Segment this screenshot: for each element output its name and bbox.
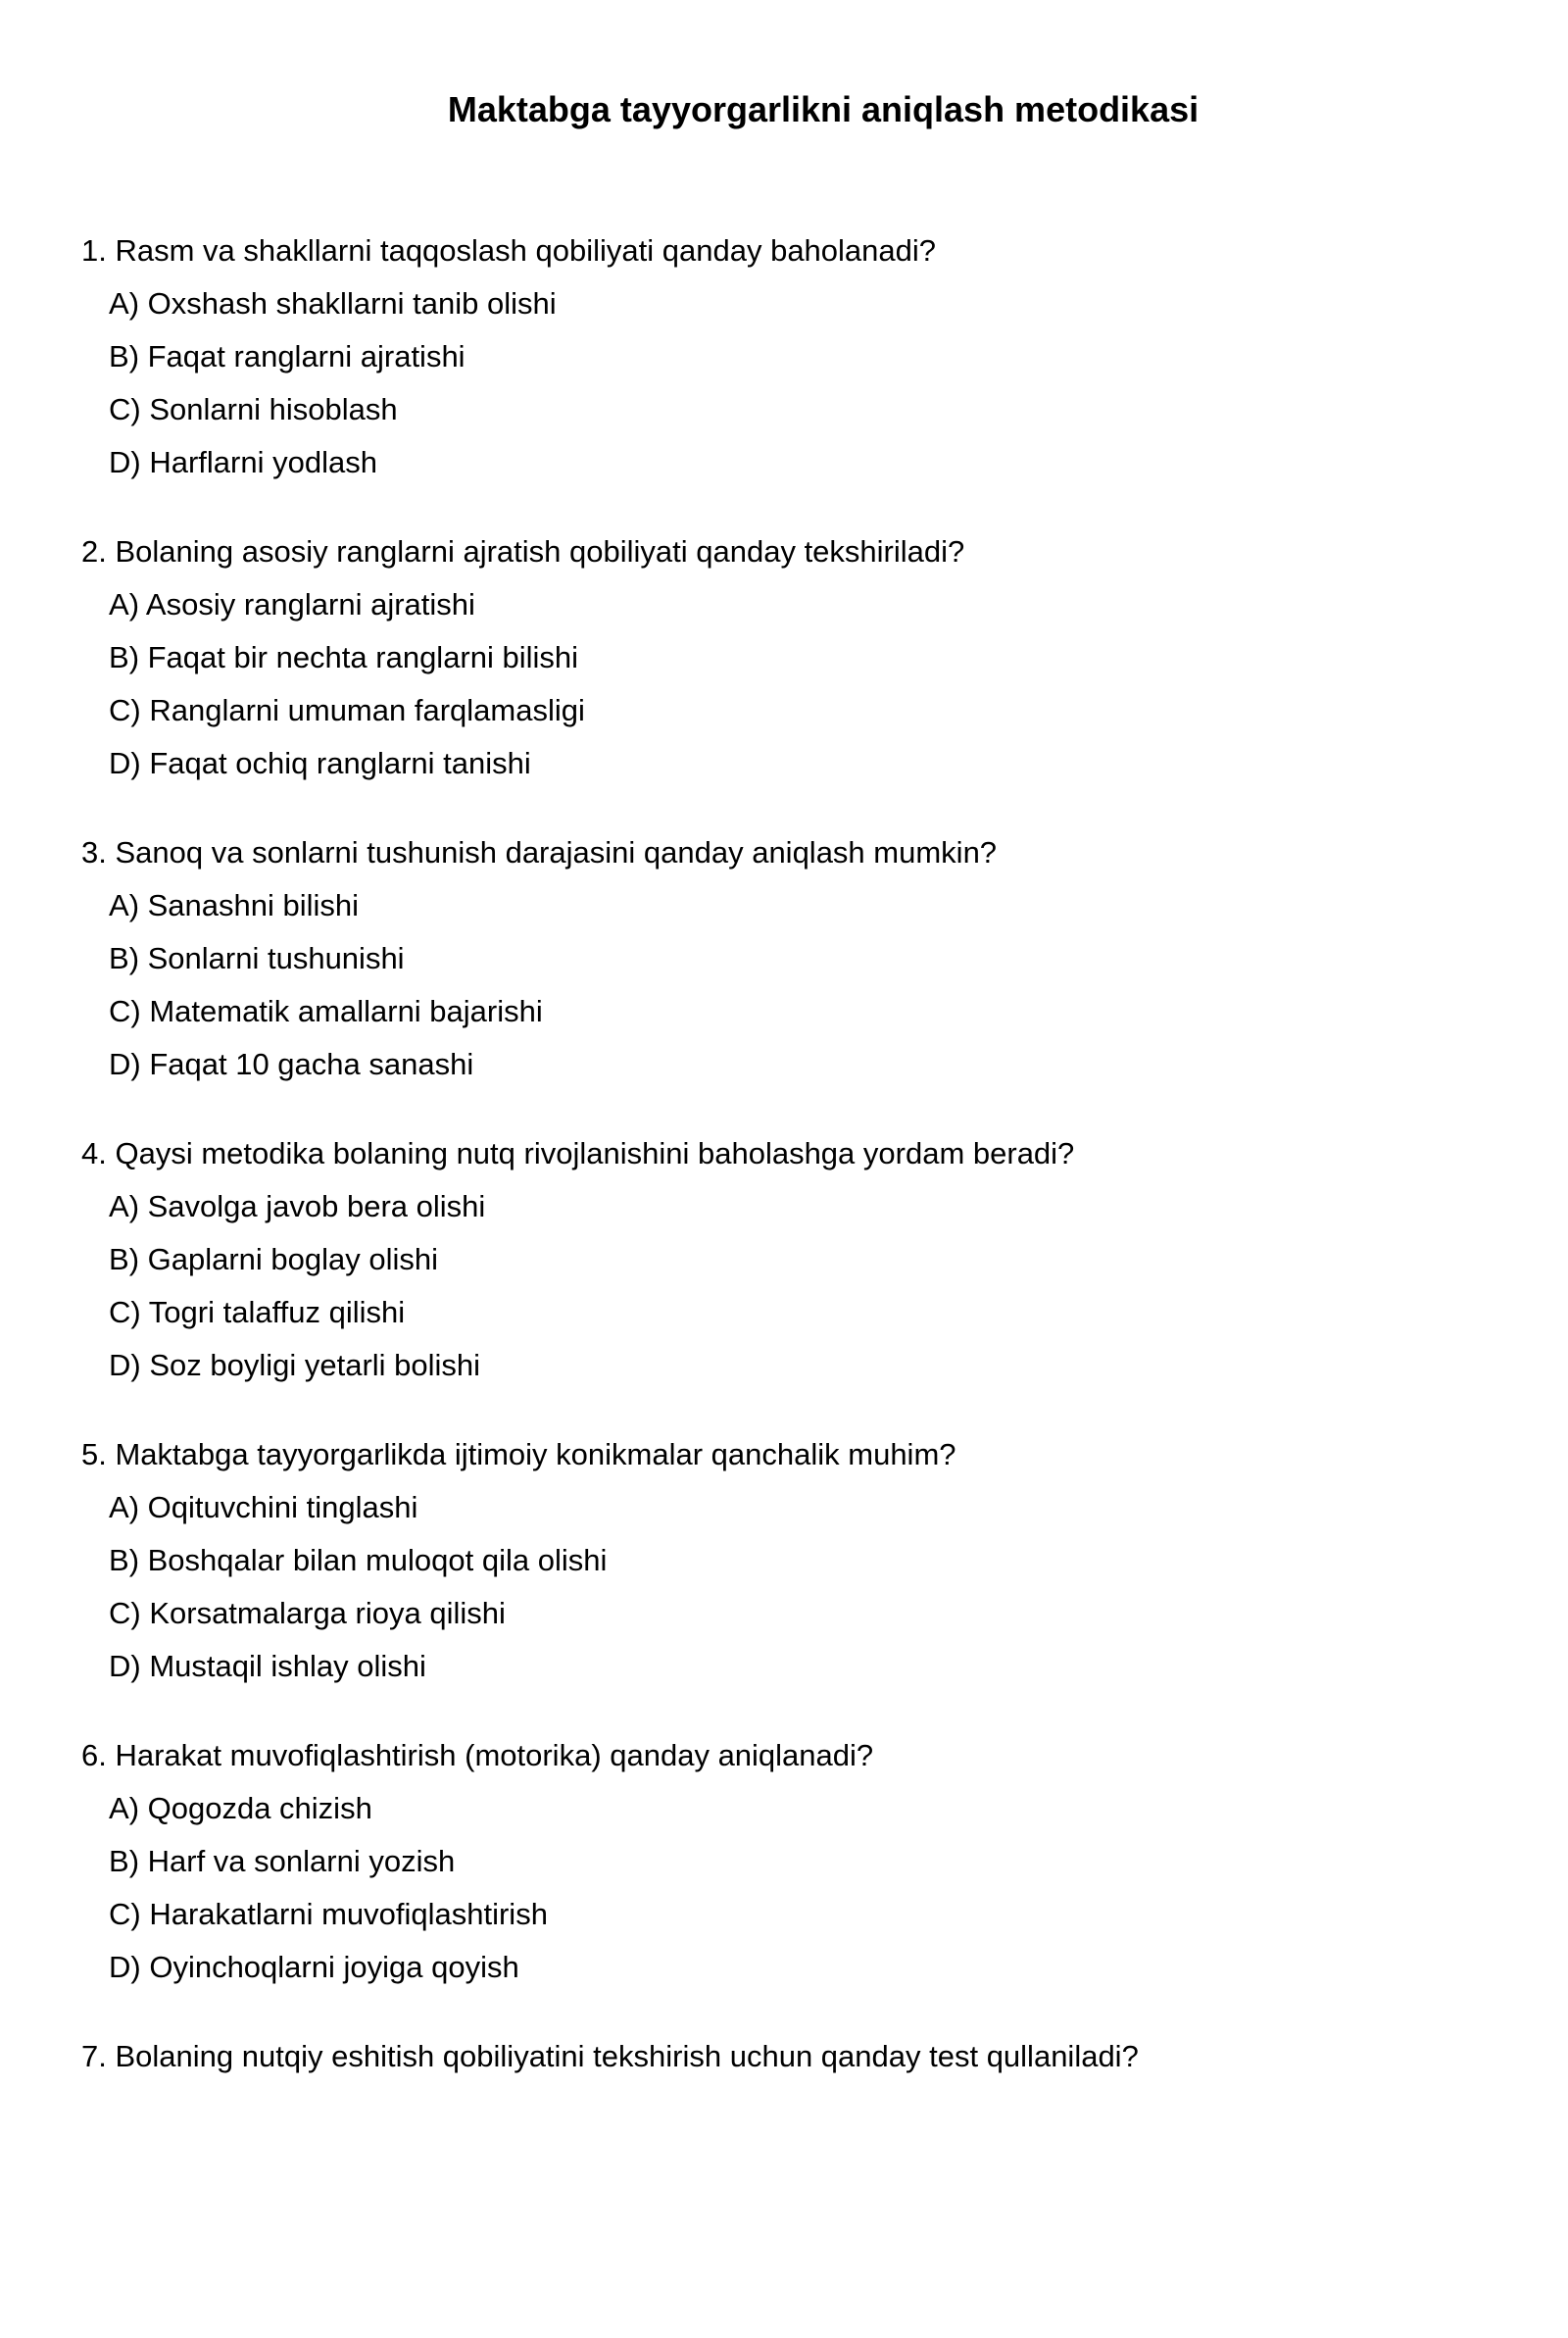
question-2	[81, 532, 1532, 833]
answer-option-b	[81, 1541, 1532, 1580]
option-text: Harflarni yodlash	[149, 445, 377, 479]
option-text: Faqat bir nechta ranglarni bilishi	[147, 640, 579, 674]
question-list	[81, 231, 1532, 2338]
option-letter: B )	[109, 941, 148, 975]
option-text: Faqat ochiq ranglarni tanishi	[149, 746, 531, 780]
question-4	[81, 1134, 1532, 1435]
answer-option-b	[81, 1842, 1532, 1881]
document-title: Maktabga tayyorgarlikni aniqlash metodikasi	[447, 89, 1200, 129]
question-text	[81, 231, 1532, 271]
option-letter: D )	[109, 1950, 149, 1984]
answer-option-d	[81, 744, 1532, 783]
answer-option-d	[81, 1647, 1532, 1686]
option-letter: A )	[109, 587, 146, 622]
question-text	[81, 1435, 1532, 1474]
question-number: 3 .	[81, 835, 115, 870]
option-letter: A )	[109, 1189, 148, 1223]
option-text: Togri talaffuz qilishi	[148, 1295, 406, 1329]
option-text: Faqat 10 gacha sanashi	[149, 1047, 474, 1081]
option-letter: D )	[109, 1348, 149, 1382]
answer-option-d	[81, 443, 1532, 482]
answer-option-d	[81, 1045, 1532, 1084]
answer-option-c	[81, 1594, 1532, 1633]
answer-option-a	[81, 886, 1532, 925]
option-text: Soz boyligi yetarli bolishi	[149, 1348, 481, 1382]
question-1	[81, 231, 1532, 532]
answer-option-a	[81, 1789, 1532, 1828]
option-text: Harakatlarni muvofiqlashtirish	[149, 1897, 548, 1931]
question-text	[81, 833, 1532, 872]
question-3	[81, 833, 1532, 1134]
question-prompt: Qaysi metodika bolaning nutq rivojlanishini baholashga yordam beradi?	[115, 1136, 1075, 1170]
option-text: Oyinchoqlarni joyiga qoyish	[149, 1950, 519, 1984]
option-letter: C )	[109, 994, 149, 1028]
answer-option-c	[81, 992, 1532, 1031]
question-text	[81, 532, 1532, 572]
answer-option-b	[81, 337, 1532, 376]
option-text: Sonlarni hisoblash	[149, 392, 398, 426]
answer-option-a	[81, 1488, 1532, 1527]
option-letter: A )	[109, 1490, 148, 1524]
option-text: Savolga javob bera olishi	[147, 1189, 486, 1223]
answer-option-c	[81, 1293, 1532, 1332]
answer-option-d	[81, 1346, 1532, 1385]
option-letter: A )	[109, 1791, 148, 1825]
option-text: Matematik amallarni bajarishi	[149, 994, 543, 1028]
option-letter: B )	[109, 1543, 148, 1577]
option-letter: B )	[109, 640, 148, 674]
option-letter: B )	[109, 1844, 148, 1878]
option-letter: C )	[109, 1897, 149, 1931]
question-text	[81, 2037, 1532, 2076]
option-letter: A )	[109, 888, 148, 922]
answer-option-a	[81, 585, 1532, 624]
option-letter: A )	[109, 286, 148, 321]
answer-option-a	[81, 284, 1532, 323]
question-text	[81, 1736, 1532, 1775]
question-5	[81, 1435, 1532, 1736]
question-prompt: Maktabga tayyorgarlikda ijtimoiy konikmalar qanchalik muhim?	[115, 1437, 956, 1471]
question-number: 1 .	[81, 233, 115, 268]
answer-option-c	[81, 1895, 1532, 1934]
option-letter: C )	[109, 693, 149, 727]
option-letter: D )	[109, 1047, 149, 1081]
option-text: Gaplarni boglay olishi	[147, 1242, 439, 1276]
question-number: 6 .	[81, 1738, 115, 1772]
question-number: 4 .	[81, 1136, 115, 1170]
question-prompt: Bolaning nutqiy eshitish qobiliyatini tekshirish uchun qanday test qullaniladi?	[115, 2039, 1139, 2073]
option-text: Qogozda chizish	[147, 1791, 372, 1825]
option-text: Harf va sonlarni yozish	[147, 1844, 456, 1878]
question-prompt: Harakat muvofiqlashtirish (motorika) qanday aniqlanadi?	[115, 1738, 874, 1772]
option-letter: D )	[109, 746, 149, 780]
answer-option-b	[81, 1240, 1532, 1279]
answer-option-c	[81, 691, 1532, 730]
answer-option-b	[81, 939, 1532, 978]
option-text: Ranglarni umuman farqlamasligi	[149, 693, 585, 727]
question-6	[81, 1736, 1532, 2037]
answer-option-d	[81, 1948, 1532, 1987]
question-prompt: Bolaning asosiy ranglarni ajratish qobiliyati qanday tekshiriladi?	[115, 534, 965, 569]
answer-option-c	[81, 390, 1532, 429]
question-number: 5 .	[81, 1437, 115, 1471]
option-text: Sonlarni tushunishi	[147, 941, 405, 975]
option-letter: C )	[109, 1295, 149, 1329]
option-text: Boshqalar bilan muloqot qila olishi	[147, 1543, 608, 1577]
question-number: 7 .	[81, 2039, 115, 2073]
option-letter: B )	[109, 1242, 148, 1276]
option-text: Mustaqil ishlay olishi	[149, 1649, 426, 1683]
question-prompt: Sanoq va sonlarni tushunish darajasini qanday aniqlash mumkin?	[115, 835, 998, 870]
option-text: Asosiy ranglarni ajratishi	[145, 587, 475, 622]
option-letter: D )	[109, 1649, 149, 1683]
option-text: Sanashni bilishi	[147, 888, 360, 922]
option-text: Oqituvchini tinglashi	[147, 1490, 418, 1524]
option-text: Korsatmalarga rioya qilishi	[149, 1596, 506, 1630]
answer-option-b	[81, 638, 1532, 677]
question-text	[81, 1134, 1532, 1173]
option-letter: D )	[109, 445, 149, 479]
option-letter: C )	[109, 1596, 149, 1630]
question-prompt: Rasm va shakllarni taqqoslash qobiliyati qanday baholanadi?	[115, 233, 937, 268]
option-letter: C )	[109, 392, 149, 426]
option-text: Faqat ranglarni ajratishi	[147, 339, 466, 373]
question-7	[81, 2037, 1532, 2338]
option-text: Oxshash shakllarni tanib olishi	[147, 286, 557, 321]
question-number: 2 .	[81, 534, 115, 569]
answer-option-a	[81, 1187, 1532, 1226]
option-letter: B )	[109, 339, 148, 373]
